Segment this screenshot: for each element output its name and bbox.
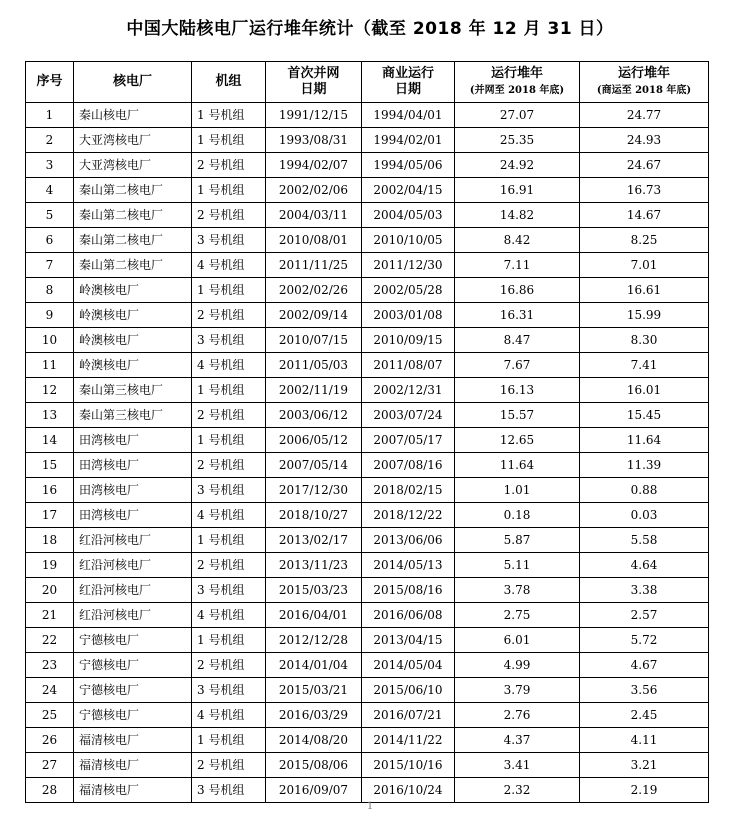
cell-plant: 岭澳核电厂: [74, 353, 192, 378]
cell-no: 14: [26, 428, 74, 453]
cell-no: 22: [26, 628, 74, 653]
cell-commercial-date: 2018/12/22: [362, 503, 455, 528]
table-row: [26, 253, 709, 278]
cell-commercial-date: 2007/05/17: [362, 428, 455, 453]
cell-no: 6: [26, 228, 74, 253]
cell-plant: 宁德核电厂: [74, 653, 192, 678]
cell-grid-date: 2010/08/01: [266, 228, 362, 253]
cell-commercial-date: 1994/04/01: [362, 103, 455, 128]
cell-reactor-years-commercial: 11.39: [580, 453, 709, 478]
cell-unit: 4 号机组: [192, 503, 266, 528]
cell-commercial-date: 2015/06/10: [362, 678, 455, 703]
cell-grid-date: 2011/11/25: [266, 253, 362, 278]
cell-grid-date: 2002/09/14: [266, 303, 362, 328]
cell-unit: 1 号机组: [192, 103, 266, 128]
cell-plant: 福清核电厂: [74, 778, 192, 803]
cell-plant: 田湾核电厂: [74, 453, 192, 478]
cell-commercial-date: 2010/09/15: [362, 328, 455, 353]
table-row: [26, 703, 709, 728]
cell-commercial-date: 1994/05/06: [362, 153, 455, 178]
cell-plant: 红沿河核电厂: [74, 578, 192, 603]
cell-reactor-years-grid: 11.64: [455, 453, 580, 478]
cell-commercial-date: 2011/12/30: [362, 253, 455, 278]
cell-commercial-date: 2003/01/08: [362, 303, 455, 328]
cell-no: 3: [26, 153, 74, 178]
cell-no: 28: [26, 778, 74, 803]
cell-reactor-years-grid: 3.79: [455, 678, 580, 703]
cell-reactor-years-commercial: 24.67: [580, 153, 709, 178]
cell-no: 17: [26, 503, 74, 528]
cell-reactor-years-grid: 27.07: [455, 103, 580, 128]
cell-reactor-years-grid: 16.31: [455, 303, 580, 328]
cell-reactor-years-grid: 8.42: [455, 228, 580, 253]
table-row: [26, 328, 709, 353]
cell-commercial-date: 1994/02/01: [362, 128, 455, 153]
cell-commercial-date: 2004/05/03: [362, 203, 455, 228]
cell-reactor-years-commercial: 4.64: [580, 553, 709, 578]
cell-no: 25: [26, 703, 74, 728]
cell-reactor-years-grid: 12.65: [455, 428, 580, 453]
cell-reactor-years-commercial: 16.61: [580, 278, 709, 303]
cell-unit: 2 号机组: [192, 303, 266, 328]
cell-unit: 4 号机组: [192, 253, 266, 278]
table-row: [26, 428, 709, 453]
cell-plant: 秦山核电厂: [74, 103, 192, 128]
cell-plant: 宁德核电厂: [74, 628, 192, 653]
table-row: [26, 103, 709, 128]
cell-plant: 岭澳核电厂: [74, 303, 192, 328]
cell-unit: 3 号机组: [192, 328, 266, 353]
cell-commercial-date: 2016/06/08: [362, 603, 455, 628]
cell-commercial-date: 2014/05/13: [362, 553, 455, 578]
cell-reactor-years-commercial: 16.01: [580, 378, 709, 403]
table-row: [26, 628, 709, 653]
cell-grid-date: 2015/03/23: [266, 578, 362, 603]
cell-unit: 2 号机组: [192, 203, 266, 228]
cell-reactor-years-grid: 4.37: [455, 728, 580, 753]
cell-reactor-years-commercial: 15.99: [580, 303, 709, 328]
cell-unit: 1 号机组: [192, 178, 266, 203]
cell-plant: 秦山第二核电厂: [74, 253, 192, 278]
cell-unit: 1 号机组: [192, 128, 266, 153]
cell-reactor-years-commercial: 0.03: [580, 503, 709, 528]
cell-reactor-years-commercial: 0.88: [580, 478, 709, 503]
cell-plant: 福清核电厂: [74, 753, 192, 778]
cell-reactor-years-commercial: 4.11: [580, 728, 709, 753]
table-row: [26, 228, 709, 253]
cell-reactor-years-commercial: 24.77: [580, 103, 709, 128]
cell-grid-date: 2011/05/03: [266, 353, 362, 378]
page-number: 1: [366, 801, 374, 812]
table-row: [26, 278, 709, 303]
cell-no: 21: [26, 603, 74, 628]
cell-commercial-date: 2002/05/28: [362, 278, 455, 303]
cell-commercial-date: 2018/02/15: [362, 478, 455, 503]
header-row: [26, 62, 709, 103]
cell-plant: 红沿河核电厂: [74, 603, 192, 628]
cell-reactor-years-grid: 0.18: [455, 503, 580, 528]
cell-plant: 岭澳核电厂: [74, 328, 192, 353]
header-reactor-years-grid: 运行堆年 (并网至 2018 年底): [455, 62, 580, 103]
cell-reactor-years-grid: 8.47: [455, 328, 580, 353]
cell-reactor-years-commercial: 3.21: [580, 753, 709, 778]
cell-commercial-date: 2013/04/15: [362, 628, 455, 653]
cell-commercial-date: 2014/05/04: [362, 653, 455, 678]
cell-reactor-years-grid: 7.11: [455, 253, 580, 278]
cell-grid-date: 2015/03/21: [266, 678, 362, 703]
header-reactor-years-commercial: 运行堆年 (商运至 2018 年底): [580, 62, 709, 103]
cell-reactor-years-commercial: 2.19: [580, 778, 709, 803]
table-row: [26, 153, 709, 178]
table-row: [26, 353, 709, 378]
cell-commercial-date: 2013/06/06: [362, 528, 455, 553]
cell-reactor-years-commercial: 3.56: [580, 678, 709, 703]
cell-grid-date: 2018/10/27: [266, 503, 362, 528]
cell-unit: 1 号机组: [192, 278, 266, 303]
header-unit: 机组: [192, 62, 266, 103]
cell-plant: 宁德核电厂: [74, 678, 192, 703]
table-row: [26, 753, 709, 778]
cell-commercial-date: 2011/08/07: [362, 353, 455, 378]
cell-grid-date: 2014/01/04: [266, 653, 362, 678]
cell-plant: 红沿河核电厂: [74, 528, 192, 553]
cell-grid-date: 1991/12/15: [266, 103, 362, 128]
cell-reactor-years-grid: 25.35: [455, 128, 580, 153]
cell-commercial-date: 2002/04/15: [362, 178, 455, 203]
cell-reactor-years-commercial: 15.45: [580, 403, 709, 428]
cell-reactor-years-commercial: 24.93: [580, 128, 709, 153]
cell-commercial-date: 2014/11/22: [362, 728, 455, 753]
cell-commercial-date: 2010/10/05: [362, 228, 455, 253]
cell-unit: 3 号机组: [192, 678, 266, 703]
cell-unit: 3 号机组: [192, 478, 266, 503]
cell-no: 11: [26, 353, 74, 378]
cell-reactor-years-grid: 16.13: [455, 378, 580, 403]
cell-reactor-years-commercial: 7.01: [580, 253, 709, 278]
cell-commercial-date: 2007/08/16: [362, 453, 455, 478]
cell-unit: 2 号机组: [192, 753, 266, 778]
cell-grid-date: 2002/11/19: [266, 378, 362, 403]
header-plant: 核电厂: [74, 62, 192, 103]
cell-commercial-date: 2015/10/16: [362, 753, 455, 778]
cell-unit: 2 号机组: [192, 403, 266, 428]
cell-plant: 秦山第二核电厂: [74, 178, 192, 203]
cell-grid-date: 2016/09/07: [266, 778, 362, 803]
cell-unit: 2 号机组: [192, 553, 266, 578]
cell-unit: 3 号机组: [192, 228, 266, 253]
cell-reactor-years-commercial: 4.67: [580, 653, 709, 678]
cell-grid-date: 2016/03/29: [266, 703, 362, 728]
cell-no: 18: [26, 528, 74, 553]
cell-reactor-years-commercial: 8.30: [580, 328, 709, 353]
cell-plant: 秦山第二核电厂: [74, 203, 192, 228]
cell-no: 4: [26, 178, 74, 203]
cell-reactor-years-grid: 5.87: [455, 528, 580, 553]
cell-no: 20: [26, 578, 74, 603]
cell-plant: 福清核电厂: [74, 728, 192, 753]
cell-plant: 田湾核电厂: [74, 503, 192, 528]
page-title: 中国大陆核电厂运行堆年统计（截至 2018 年 12 月 31 日）: [126, 19, 614, 39]
cell-commercial-date: 2016/07/21: [362, 703, 455, 728]
cell-no: 9: [26, 303, 74, 328]
cell-reactor-years-commercial: 7.41: [580, 353, 709, 378]
cell-plant: 宁德核电厂: [74, 703, 192, 728]
cell-unit: 3 号机组: [192, 578, 266, 603]
cell-unit: 1 号机组: [192, 428, 266, 453]
table-row: [26, 578, 709, 603]
cell-no: 24: [26, 678, 74, 703]
cell-no: 5: [26, 203, 74, 228]
cell-no: 10: [26, 328, 74, 353]
cell-plant: 大亚湾核电厂: [74, 128, 192, 153]
cell-grid-date: 2010/07/15: [266, 328, 362, 353]
cell-grid-date: 2013/02/17: [266, 528, 362, 553]
cell-reactor-years-commercial: 16.73: [580, 178, 709, 203]
cell-grid-date: 2002/02/26: [266, 278, 362, 303]
cell-reactor-years-grid: 3.78: [455, 578, 580, 603]
table-row: [26, 303, 709, 328]
cell-grid-date: 2012/12/28: [266, 628, 362, 653]
cell-grid-date: 2007/05/14: [266, 453, 362, 478]
cell-reactor-years-grid: 7.67: [455, 353, 580, 378]
cell-reactor-years-grid: 1.01: [455, 478, 580, 503]
cell-no: 7: [26, 253, 74, 278]
header-no: 序号: [26, 62, 74, 103]
cell-no: 2: [26, 128, 74, 153]
cell-reactor-years-grid: 16.86: [455, 278, 580, 303]
cell-plant: 岭澳核电厂: [74, 278, 192, 303]
cell-reactor-years-grid: 4.99: [455, 653, 580, 678]
table-row: [26, 503, 709, 528]
cell-reactor-years-grid: 2.76: [455, 703, 580, 728]
cell-plant: 秦山第三核电厂: [74, 378, 192, 403]
cell-no: 27: [26, 753, 74, 778]
header-commercial-date: 商业运行 日期: [362, 62, 455, 103]
cell-no: 13: [26, 403, 74, 428]
table-row: [26, 603, 709, 628]
cell-grid-date: 2014/08/20: [266, 728, 362, 753]
table-row: [26, 553, 709, 578]
cell-unit: 4 号机组: [192, 703, 266, 728]
cell-unit: 2 号机组: [192, 453, 266, 478]
table-row: [26, 778, 709, 803]
cell-reactor-years-commercial: 11.64: [580, 428, 709, 453]
cell-reactor-years-grid: 2.32: [455, 778, 580, 803]
cell-reactor-years-commercial: 2.57: [580, 603, 709, 628]
table-row: [26, 653, 709, 678]
cell-no: 19: [26, 553, 74, 578]
cell-plant: 秦山第二核电厂: [74, 228, 192, 253]
cell-reactor-years-grid: 3.41: [455, 753, 580, 778]
cell-reactor-years-grid: 2.75: [455, 603, 580, 628]
cell-no: 12: [26, 378, 74, 403]
cell-unit: 2 号机组: [192, 653, 266, 678]
cell-plant: 田湾核电厂: [74, 428, 192, 453]
table-row: [26, 203, 709, 228]
table-row: [26, 178, 709, 203]
cell-unit: 2 号机组: [192, 153, 266, 178]
cell-grid-date: 2017/12/30: [266, 478, 362, 503]
cell-unit: 1 号机组: [192, 728, 266, 753]
table-row: [26, 453, 709, 478]
cell-reactor-years-commercial: 2.45: [580, 703, 709, 728]
cell-no: 15: [26, 453, 74, 478]
cell-grid-date: 2006/05/12: [266, 428, 362, 453]
cell-grid-date: 1993/08/31: [266, 128, 362, 153]
cell-reactor-years-grid: 14.82: [455, 203, 580, 228]
cell-reactor-years-commercial: 5.72: [580, 628, 709, 653]
cell-commercial-date: 2002/12/31: [362, 378, 455, 403]
cell-unit: 1 号机组: [192, 628, 266, 653]
cell-no: 26: [26, 728, 74, 753]
cell-grid-date: 2016/04/01: [266, 603, 362, 628]
cell-reactor-years-commercial: 3.38: [580, 578, 709, 603]
cell-commercial-date: 2016/10/24: [362, 778, 455, 803]
cell-plant: 田湾核电厂: [74, 478, 192, 503]
cell-unit: 4 号机组: [192, 603, 266, 628]
cell-no: 23: [26, 653, 74, 678]
cell-grid-date: 2015/08/06: [266, 753, 362, 778]
cell-reactor-years-commercial: 5.58: [580, 528, 709, 553]
header-grid-date: 首次并网 日期: [266, 62, 362, 103]
cell-reactor-years-grid: 24.92: [455, 153, 580, 178]
cell-plant: 红沿河核电厂: [74, 553, 192, 578]
cell-unit: 1 号机组: [192, 378, 266, 403]
cell-unit: 3 号机组: [192, 778, 266, 803]
cell-unit: 4 号机组: [192, 353, 266, 378]
cell-commercial-date: 2015/08/16: [362, 578, 455, 603]
table-row: [26, 678, 709, 703]
cell-no: 16: [26, 478, 74, 503]
cell-grid-date: 2002/02/06: [266, 178, 362, 203]
table-row: [26, 528, 709, 553]
table-row: [26, 478, 709, 503]
cell-grid-date: 2003/06/12: [266, 403, 362, 428]
cell-reactor-years-grid: 16.91: [455, 178, 580, 203]
cell-no: 1: [26, 103, 74, 128]
cell-unit: 1 号机组: [192, 528, 266, 553]
table-row: [26, 403, 709, 428]
reactor-years-table: [25, 61, 709, 803]
cell-reactor-years-commercial: 8.25: [580, 228, 709, 253]
cell-reactor-years-grid: 5.11: [455, 553, 580, 578]
cell-reactor-years-grid: 15.57: [455, 403, 580, 428]
cell-reactor-years-grid: 6.01: [455, 628, 580, 653]
cell-reactor-years-commercial: 14.67: [580, 203, 709, 228]
table-row: [26, 378, 709, 403]
cell-grid-date: 2013/11/23: [266, 553, 362, 578]
cell-plant: 秦山第三核电厂: [74, 403, 192, 428]
table-row: [26, 728, 709, 753]
table-row: [26, 128, 709, 153]
cell-grid-date: 2004/03/11: [266, 203, 362, 228]
cell-plant: 大亚湾核电厂: [74, 153, 192, 178]
cell-grid-date: 1994/02/07: [266, 153, 362, 178]
cell-no: 8: [26, 278, 74, 303]
cell-commercial-date: 2003/07/24: [362, 403, 455, 428]
